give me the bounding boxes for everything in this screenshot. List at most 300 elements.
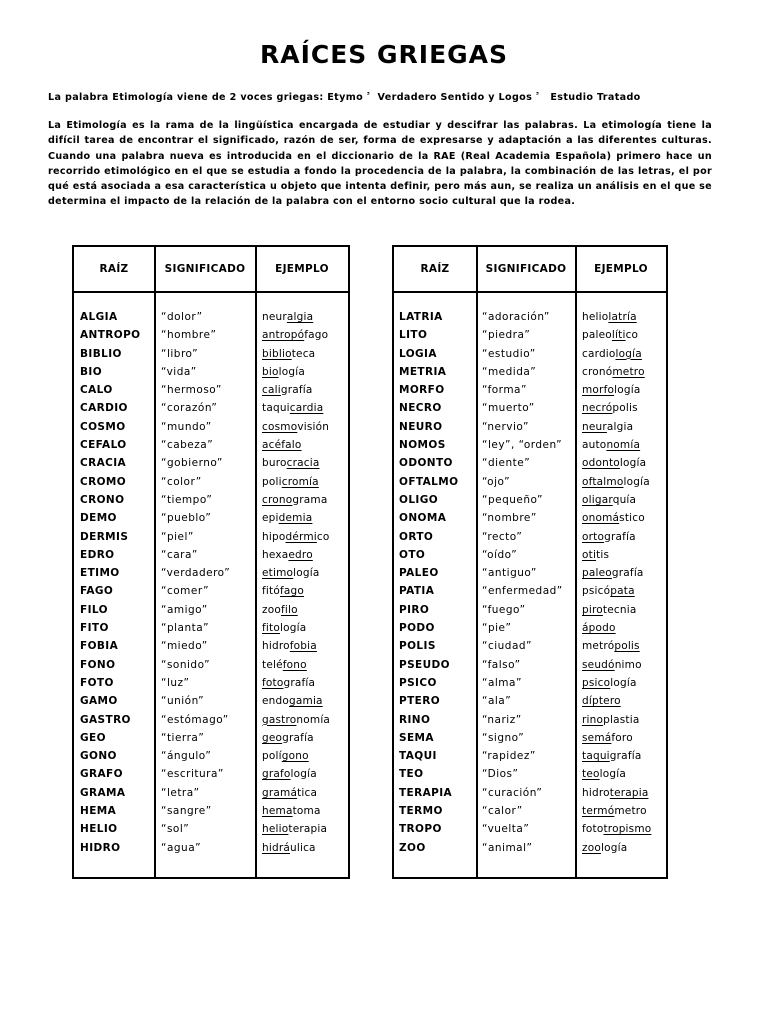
root-cell: NECRO <box>399 402 442 415</box>
meaning-cell: “nervio” <box>482 420 529 433</box>
table-row <box>74 582 348 600</box>
table-row <box>74 399 348 417</box>
example-cell <box>262 601 298 619</box>
example-prefix: auto <box>582 439 607 452</box>
example-root-highlight: hidrá <box>262 841 290 854</box>
table-row <box>74 381 348 399</box>
table-row <box>394 509 666 527</box>
table-row <box>394 473 666 491</box>
meaning-cell: “medida” <box>482 365 537 378</box>
root-cell: OFTALMO <box>399 475 459 488</box>
example-cell <box>582 656 642 674</box>
table-header <box>394 247 666 293</box>
example-root-highlight: zoo <box>582 841 601 854</box>
example-suffix: grafía <box>611 567 644 580</box>
root-cell: ONOMA <box>399 512 447 525</box>
example-cell <box>582 747 641 765</box>
table-row <box>74 491 348 509</box>
root-cell: TAQUI <box>399 750 437 763</box>
table-row <box>394 436 666 454</box>
table-row <box>394 381 666 399</box>
root-cell: CRACIA <box>80 457 127 470</box>
example-root-highlight: cracia <box>286 457 320 470</box>
table-row <box>394 619 666 637</box>
table-row <box>74 784 348 802</box>
root-cell: RINO <box>399 713 431 726</box>
root-cell: COSMO <box>80 420 126 433</box>
meaning-cell: “pueblo” <box>161 512 212 525</box>
header-root: RAÍZ <box>420 263 450 275</box>
table-row <box>394 747 666 765</box>
table-row <box>74 637 348 655</box>
root-cell: SEMA <box>399 731 434 744</box>
example-cell <box>262 528 329 546</box>
example-prefix: endo <box>262 695 290 708</box>
example-root-highlight: acéfalo <box>262 439 302 452</box>
example-suffix: plastia <box>603 713 640 726</box>
root-cell: BIO <box>80 365 103 378</box>
example-prefix: poli <box>262 475 282 488</box>
root-cell: OTO <box>399 548 426 561</box>
example-root-highlight: fono <box>282 658 307 671</box>
example-root-highlight: taqui <box>582 750 610 763</box>
example-suffix: polis <box>612 402 638 415</box>
example-root-highlight: etimo <box>262 567 294 580</box>
header-meaning: SIGNIFICADO <box>164 263 246 275</box>
example-suffix: grama <box>292 493 328 506</box>
example-root-highlight: semá <box>582 731 612 744</box>
table-row <box>394 802 666 820</box>
example-root-highlight: hema <box>262 805 293 818</box>
meaning-cell: “dolor” <box>161 311 203 323</box>
example-prefix: hidro <box>582 786 610 799</box>
example-prefix: hidro <box>262 640 290 653</box>
example-suffix: toma <box>292 805 321 818</box>
example-cell <box>582 582 635 600</box>
root-cell: TERMO <box>399 805 443 818</box>
table-row <box>74 601 348 619</box>
root-cell: GEO <box>80 731 106 744</box>
root-cell: ZOO <box>399 841 426 854</box>
example-root-highlight: helio <box>262 823 289 836</box>
example-root-highlight: psico <box>582 676 611 689</box>
root-cell: PSEUDO <box>399 658 450 671</box>
meaning-cell: “vuelta” <box>482 823 530 836</box>
table-row <box>74 729 348 747</box>
example-cell <box>262 399 323 417</box>
meaning-cell: “fuego” <box>482 603 526 616</box>
meaning-cell: “libro” <box>161 347 199 360</box>
table-row <box>74 326 348 344</box>
meaning-cell: “luz” <box>161 676 190 689</box>
example-root-highlight: algia <box>286 311 314 323</box>
example-suffix: co <box>625 329 639 342</box>
example-prefix: hipo <box>262 530 286 543</box>
example-cell <box>262 308 313 326</box>
example-root-highlight: grafo <box>262 768 291 781</box>
example-prefix: neur <box>262 311 287 323</box>
example-root-highlight: logía <box>615 347 642 360</box>
example-cell <box>262 784 317 802</box>
header-meaning: SIGNIFICADO <box>485 263 567 275</box>
root-cell: HEMA <box>80 805 117 818</box>
example-cell <box>582 454 646 472</box>
root-cell: ETIMO <box>80 567 120 580</box>
table-row <box>74 546 348 564</box>
example-root-highlight: crono <box>262 493 293 506</box>
meaning-cell: “vida” <box>161 365 197 378</box>
example-suffix: grafía <box>280 384 313 397</box>
table-row <box>74 363 348 381</box>
meaning-cell: “piel” <box>161 530 194 543</box>
example-root-highlight: piro <box>582 603 603 616</box>
root-cell: METRIA <box>399 365 447 378</box>
example-cell <box>582 491 636 509</box>
example-prefix: polí <box>262 750 282 763</box>
meaning-cell: “cara” <box>161 548 198 561</box>
meaning-cell: “ala” <box>482 695 512 708</box>
example-cell <box>582 619 616 637</box>
example-cell <box>582 692 621 710</box>
example-root-highlight: seudó <box>582 658 615 671</box>
table-row <box>394 454 666 472</box>
table-row <box>74 509 348 527</box>
intro-meaning-2: Estudio Tratado <box>550 92 641 103</box>
example-cell <box>262 381 313 399</box>
example-cell <box>262 692 323 710</box>
example-root-highlight: gono <box>281 750 309 763</box>
example-cell <box>582 637 640 655</box>
example-suffix: foro <box>611 731 633 744</box>
example-cell <box>262 509 312 527</box>
example-prefix: paleo <box>582 329 612 342</box>
roots-table-left <box>72 245 350 879</box>
example-suffix: grafía <box>282 731 314 744</box>
example-cell <box>262 802 321 820</box>
example-cell <box>582 839 627 857</box>
example-root-highlight: fago <box>279 585 304 598</box>
example-root-highlight: biblio <box>262 347 292 360</box>
meaning-cell: “escritura” <box>161 768 224 781</box>
example-cell <box>582 674 637 692</box>
meaning-cell: “oído” <box>482 548 518 561</box>
example-suffix: logía <box>279 622 307 635</box>
root-cell: HIDRO <box>80 841 121 854</box>
root-cell: GONO <box>80 750 117 763</box>
example-cell <box>582 820 651 838</box>
example-cell <box>582 436 640 454</box>
example-cell <box>582 399 638 417</box>
example-cell <box>582 601 636 619</box>
intro-lead: La palabra Etimología viene de 2 voces griegas: Etymo <box>48 92 364 103</box>
example-suffix: logía <box>278 365 305 378</box>
example-root-highlight: teo <box>582 768 600 781</box>
meaning-cell: “piedra” <box>482 329 531 342</box>
table-body <box>74 308 348 857</box>
example-suffix: logía <box>599 768 626 781</box>
table-row <box>394 326 666 344</box>
example-root-highlight: tropismo <box>603 823 652 836</box>
example-root-highlight: cromía <box>281 475 319 488</box>
example-suffix: tica <box>297 786 318 799</box>
example-suffix: algia <box>606 420 634 433</box>
example-cell <box>582 729 633 747</box>
table-row <box>74 711 348 729</box>
meaning-cell: “recto” <box>482 530 523 543</box>
root-cell: TEO <box>399 768 424 781</box>
table-row <box>394 345 666 363</box>
root-cell: CRONO <box>80 493 125 506</box>
meaning-cell: “sol” <box>161 823 190 836</box>
meaning-cell: “tiempo” <box>161 493 213 506</box>
root-cell: PALEO <box>399 567 439 580</box>
page-title: RAÍCES GRIEGAS <box>259 40 509 69</box>
example-root-highlight: orto <box>582 530 605 543</box>
root-cell: DERMIS <box>80 530 129 543</box>
table-row <box>74 674 348 692</box>
example-root-highlight: oti <box>582 548 597 561</box>
table-row <box>74 839 348 857</box>
table-row <box>394 601 666 619</box>
example-cell <box>262 582 304 600</box>
example-cell <box>582 784 649 802</box>
meaning-cell: “sangre” <box>161 805 212 818</box>
table-row <box>394 491 666 509</box>
intro-line <box>48 88 712 105</box>
example-root-highlight: fobia <box>289 640 317 653</box>
example-prefix: psicó <box>582 585 611 598</box>
root-cell: MORFO <box>399 384 445 397</box>
example-root-highlight: cali <box>262 384 281 397</box>
meaning-cell: “alma” <box>482 676 522 689</box>
example-root-highlight: cosmo <box>262 420 298 433</box>
example-suffix: ulica <box>290 841 316 854</box>
example-cell <box>262 656 307 674</box>
example-cell <box>262 674 315 692</box>
meaning-cell: “planta” <box>161 622 210 635</box>
table-row <box>74 765 348 783</box>
meaning-cell: “antiguo” <box>482 567 537 580</box>
table-row <box>394 528 666 546</box>
root-cell: CEFALO <box>80 439 127 452</box>
root-cell: LATRIA <box>399 311 443 323</box>
table-row <box>74 656 348 674</box>
example-suffix: visión <box>297 420 330 433</box>
table-row <box>394 692 666 710</box>
root-cell: TROPO <box>399 823 442 836</box>
example-cell <box>262 564 320 582</box>
example-cell <box>582 564 644 582</box>
example-cell <box>582 345 642 363</box>
table-row <box>394 546 666 564</box>
example-cell <box>262 747 309 765</box>
example-suffix: logía <box>610 676 637 689</box>
example-suffix: stico <box>619 512 645 525</box>
example-cell <box>262 637 317 655</box>
table-body <box>394 308 666 857</box>
intro-symbol-1: ³ <box>366 91 371 99</box>
example-root-highlight: bio <box>262 365 279 378</box>
root-cell: LOGIA <box>399 347 437 360</box>
example-cell <box>582 326 638 344</box>
table-header <box>74 247 348 293</box>
table-row <box>74 619 348 637</box>
example-root-highlight: demia <box>278 512 313 525</box>
example-cell <box>582 473 650 491</box>
meaning-cell: “amigo” <box>161 603 208 616</box>
header-example: EJEMPLO <box>594 263 648 275</box>
example-prefix: fitó <box>262 585 280 598</box>
example-suffix: logía <box>614 384 641 397</box>
meaning-cell: “ojo” <box>482 475 511 488</box>
example-root-highlight: terapia <box>609 786 649 799</box>
example-root-highlight: geo <box>262 731 283 744</box>
meaning-cell: “ley”, “orden” <box>482 439 563 452</box>
example-root-highlight: cardia <box>289 402 324 415</box>
example-suffix: tecnia <box>602 603 637 616</box>
example-cell <box>262 546 313 564</box>
intro-symbol-2: ³ <box>535 91 540 99</box>
meaning-cell: “hermoso” <box>161 384 222 397</box>
example-root-highlight: líti <box>611 329 626 342</box>
example-prefix: epi <box>262 512 279 525</box>
etymology-paragraph: La Etimología es la rama de la lingüística encargada de estudiar y descifrar las palabras. La etimología tiene la difícil tarea de encontrar el significado, razón de ser, forma de expresarse y adaptación a las diferentes culturas. Cuando una palabra nueva es introducida en el diccionario de la RAE (Real Academia Española) primero hace un recorrido etimológico en el que se estudia a fondo la procedencia de la palabra, la combinación de las letras, el por qué está asociada a esa característica u objeto que intenta definir, pero más aun, se realiza un análisis en el que se determina el impacto de la relación de la palabra con el entorno socio cultural que la rodea. <box>48 120 712 208</box>
root-cell: PIRO <box>399 603 430 616</box>
meaning-cell: “agua” <box>161 841 202 854</box>
meaning-cell: “hombre” <box>161 329 217 342</box>
root-cell: CROMO <box>80 475 127 488</box>
root-cell: FOTO <box>80 676 114 689</box>
example-cell <box>582 711 639 729</box>
meaning-cell: “forma” <box>482 384 527 397</box>
example-suffix: grafía <box>609 750 642 763</box>
table-row <box>394 418 666 436</box>
example-prefix: cronó <box>582 365 613 378</box>
example-root-highlight: fito <box>262 622 280 635</box>
root-cell: GRAFO <box>80 768 123 781</box>
meaning-cell: “cabeza” <box>161 439 214 452</box>
example-cell <box>262 820 327 838</box>
meaning-cell: “tierra” <box>161 731 205 744</box>
header-root: RAÍZ <box>99 263 129 275</box>
root-cell: PATIA <box>399 585 435 598</box>
roots-table-right <box>392 245 668 879</box>
example-prefix: helio <box>582 311 609 323</box>
root-cell: GASTRO <box>80 713 131 726</box>
root-cell: LITO <box>399 329 428 342</box>
table-row <box>394 674 666 692</box>
root-cell: GRAMA <box>80 786 126 799</box>
meaning-cell: “sonido” <box>161 658 211 671</box>
example-root-highlight: onomá <box>582 512 620 525</box>
example-root-highlight: oftalmo <box>582 475 624 488</box>
meaning-cell: “curación” <box>482 786 543 799</box>
example-suffix: teca <box>291 347 316 360</box>
example-root-highlight: gramá <box>262 786 298 799</box>
root-cell: PTERO <box>399 695 441 708</box>
example-suffix: terapia <box>288 823 328 836</box>
example-root-highlight: pata <box>610 585 635 598</box>
example-suffix: logía <box>290 768 317 781</box>
table-row <box>394 839 666 857</box>
table-row <box>394 820 666 838</box>
example-prefix: metró <box>582 640 615 653</box>
table-row <box>74 436 348 454</box>
example-root-highlight: metro <box>612 365 645 378</box>
example-root-highlight: morfo <box>582 384 615 397</box>
example-cell <box>582 765 626 783</box>
table-row <box>394 729 666 747</box>
table-row <box>74 692 348 710</box>
table-row <box>394 765 666 783</box>
example-root-highlight: latría <box>608 311 637 323</box>
meaning-cell: “enfermedad” <box>482 585 563 598</box>
example-cell <box>262 473 319 491</box>
example-suffix: co <box>316 530 330 543</box>
root-cell: DEMO <box>80 512 117 525</box>
example-prefix: hexa <box>262 548 289 561</box>
table-row <box>74 820 348 838</box>
example-root-highlight: foto <box>262 676 284 689</box>
example-prefix: telé <box>262 658 283 671</box>
example-root-highlight: paleo <box>582 567 612 580</box>
meaning-cell: “pequeño” <box>482 493 543 506</box>
root-cell: NEURO <box>399 420 443 433</box>
example-prefix: foto <box>582 823 604 836</box>
example-root-highlight: ápodo <box>582 622 616 635</box>
root-cell: CARDIO <box>80 402 128 415</box>
example-suffix: grafía <box>283 676 316 689</box>
meaning-cell: “rapidez” <box>482 750 536 763</box>
example-suffix: fago <box>304 329 329 342</box>
meaning-cell: “pie” <box>482 622 512 635</box>
header-example: EJEMPLO <box>275 263 329 275</box>
example-suffix: nimo <box>614 658 642 671</box>
meaning-cell: “diente” <box>482 457 531 470</box>
root-cell: FITO <box>80 622 109 635</box>
example-suffix: grafía <box>604 530 636 543</box>
root-cell: ODONTO <box>399 457 453 470</box>
table-row <box>74 802 348 820</box>
root-cell: EDRO <box>80 548 115 561</box>
meaning-cell: “nariz” <box>482 713 522 726</box>
example-cell <box>262 711 330 729</box>
table-row <box>74 564 348 582</box>
example-suffix: quía <box>612 493 637 506</box>
table-row <box>74 747 348 765</box>
root-cell: PODO <box>399 622 435 635</box>
meaning-cell: “gobierno” <box>161 457 223 470</box>
example-cell <box>582 802 647 820</box>
example-cell <box>262 345 315 363</box>
example-root-highlight: neur <box>582 420 607 433</box>
example-root-highlight: nomía <box>606 439 641 452</box>
meaning-cell: “unión” <box>161 695 205 708</box>
root-cell: PSICO <box>399 676 437 689</box>
meaning-cell: “calor” <box>482 805 523 818</box>
example-root-highlight: necró <box>582 402 613 415</box>
meaning-cell: “animal” <box>482 841 533 854</box>
example-suffix: tis <box>596 548 610 561</box>
example-root-highlight: dérmi <box>285 530 317 543</box>
example-cell <box>262 765 317 783</box>
example-prefix: buro <box>262 457 287 470</box>
example-suffix: logía <box>293 567 320 580</box>
example-prefix: cardio <box>582 347 616 360</box>
example-cell <box>262 839 316 857</box>
example-cell <box>262 326 328 344</box>
table-row <box>74 345 348 363</box>
